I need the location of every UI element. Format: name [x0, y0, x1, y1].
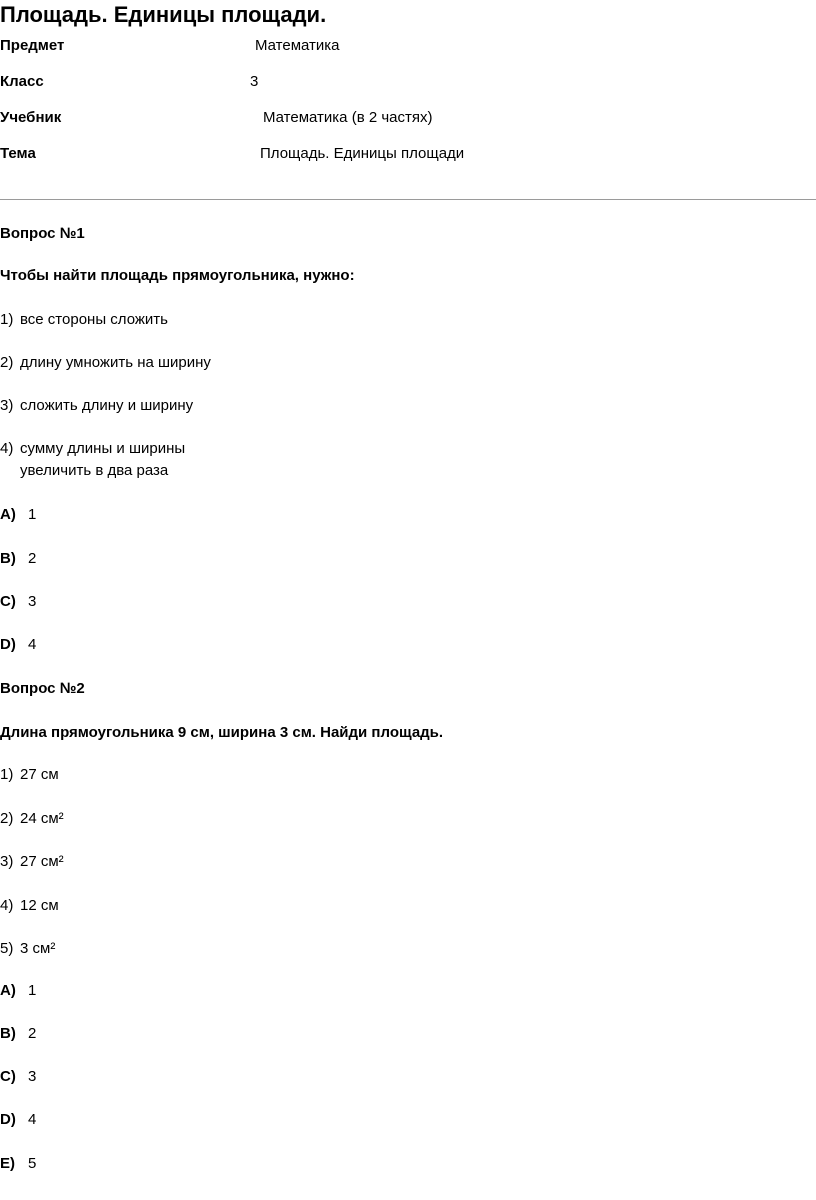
option-item [0, 808, 64, 830]
meta-value: 3 [250, 73, 259, 90]
page-title: Площадь. Единицы площади. [0, 2, 327, 27]
option-text: 24 см² [20, 810, 64, 827]
answer-choice [0, 593, 36, 610]
option-number: 2) [0, 354, 14, 371]
option-item [0, 438, 185, 482]
option-text: сложить длину и ширину [20, 397, 194, 414]
option-number: 5) [0, 940, 14, 957]
answer-letter: C) [0, 1068, 16, 1085]
option-text-line: сумму длины и ширины [20, 440, 186, 457]
meta-label: Предмет [0, 37, 65, 54]
meta-label: Класс [0, 73, 44, 90]
option-item [0, 352, 211, 374]
section-divider [0, 199, 816, 200]
question-heading: Вопрос №2 [0, 680, 85, 697]
question-text: Длина прямоугольника 9 см, ширина 3 см. Найди площадь. [0, 724, 444, 741]
answer-value: 2 [28, 550, 37, 567]
option-text: 12 см [20, 897, 59, 914]
option-number: 2) [0, 810, 14, 827]
answer-value: 5 [28, 1155, 37, 1172]
answer-value: 1 [28, 982, 37, 999]
meta-label: Тема [0, 145, 36, 162]
meta-row-textbook [0, 109, 816, 131]
question-heading: Вопрос №1 [0, 225, 85, 242]
answer-value: 2 [28, 1025, 37, 1042]
option-text: длину умножить на ширину [20, 354, 211, 371]
option-text: 27 см [20, 766, 59, 783]
option-number: 1) [0, 766, 14, 783]
answer-letter: D) [0, 636, 16, 653]
option-number: 3) [0, 397, 14, 414]
meta-value: Площадь. Единицы площади [260, 145, 465, 162]
option-number: 3) [0, 853, 14, 870]
meta-row-grade [0, 73, 816, 95]
answer-value: 4 [28, 1111, 37, 1128]
option-number: 4) [0, 897, 14, 914]
meta-value: Математика (в 2 частях) [263, 109, 433, 126]
answer-value: 1 [28, 506, 37, 523]
answer-letter: D) [0, 1111, 16, 1128]
answer-letter: B) [0, 550, 16, 567]
option-number: 1) [0, 311, 14, 328]
answer-letter: C) [0, 593, 16, 610]
answer-choice [0, 982, 36, 999]
option-item [0, 895, 59, 917]
question-text: Чтобы найти площадь прямоугольника, нужно: [0, 267, 355, 284]
answer-choice [0, 636, 36, 653]
option-number: 4) [0, 440, 14, 457]
answer-choice [0, 1068, 36, 1085]
answer-letter: B) [0, 1025, 16, 1042]
option-text: 3 см² [20, 940, 56, 957]
option-item [0, 309, 168, 331]
answer-letter: A) [0, 982, 16, 999]
answer-value: 3 [28, 593, 37, 610]
meta-row-subject [0, 37, 816, 59]
answer-letter: A) [0, 506, 16, 523]
answer-value: 4 [28, 636, 37, 653]
option-text [20, 438, 185, 482]
option-text-line: увеличить в два раза [20, 462, 169, 479]
meta-value: Математика [255, 37, 340, 54]
answer-choice [0, 1025, 36, 1042]
meta-label: Учебник [0, 109, 62, 126]
option-item [0, 851, 64, 873]
answer-choice [0, 1111, 36, 1128]
answer-choice [0, 550, 36, 567]
option-item [0, 764, 59, 786]
answer-choice [0, 506, 36, 523]
option-item [0, 395, 193, 417]
meta-row-topic [0, 145, 816, 167]
option-text: 27 см² [20, 853, 64, 870]
answer-letter: E) [0, 1155, 15, 1172]
answer-value: 3 [28, 1068, 37, 1085]
answer-choice [0, 1155, 36, 1172]
option-text: все стороны сложить [20, 311, 168, 328]
option-item [0, 938, 55, 960]
